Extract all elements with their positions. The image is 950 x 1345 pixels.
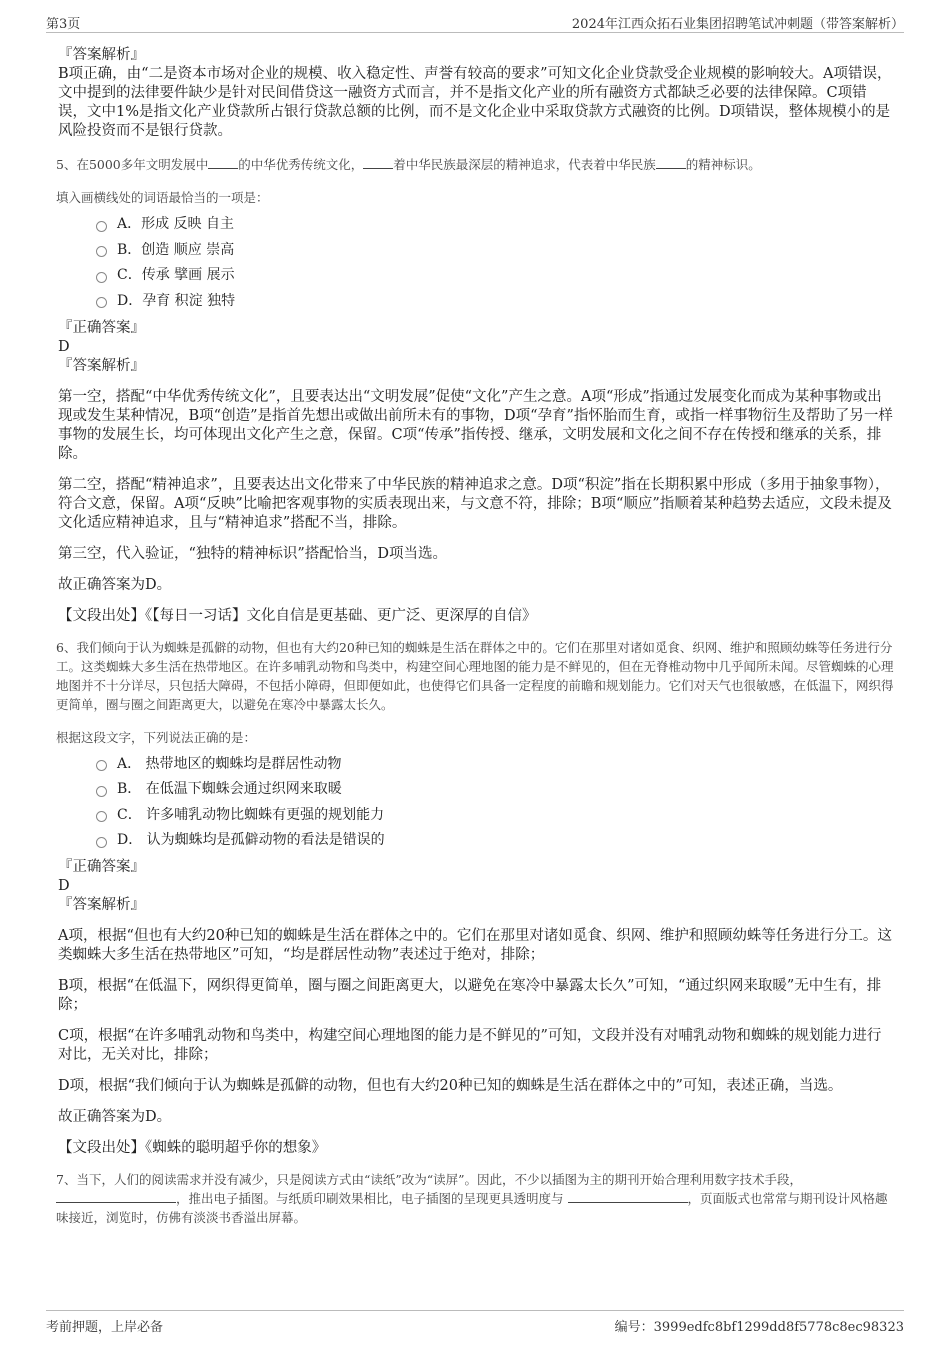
radio-icon[interactable] <box>96 837 107 848</box>
document-code: 编号：3999edfc8bf1299dd8f5778c8ec98323 <box>614 1320 904 1335</box>
radio-icon[interactable] <box>96 246 107 257</box>
blank-line <box>363 156 393 169</box>
q6-prompt: 根据这段文字，下列说法正确的是： <box>56 729 257 745</box>
q6-option-c[interactable]: C． 许多哺乳动物比蜘蛛有更强的规划能力 <box>96 806 894 825</box>
q5-answer: D <box>58 338 70 355</box>
analysis-label: 『答案解析』 <box>58 357 145 374</box>
radio-icon[interactable] <box>96 297 107 308</box>
document-body <box>56 46 894 1227</box>
page-header <box>46 10 904 33</box>
q6-option-a[interactable]: A． 热带地区的蜘蛛均是群居性动物 <box>96 755 894 774</box>
radio-icon[interactable] <box>96 786 107 797</box>
radio-icon[interactable] <box>96 811 107 822</box>
q6-option-d[interactable]: D． 认为蜘蛛均是孤僻动物的看法是错误的 <box>96 831 894 850</box>
analysis-paragraph: D项，根据“我们倾向于认为蜘蛛是孤僻的动物，但也有大约20种已知的蜘蛛是生活在群体之中的”可知，表述正确，当选。 <box>58 1078 843 1094</box>
q6-analysis <box>58 927 894 1158</box>
q5-options <box>96 215 894 311</box>
correct-answer-label: 『正确答案』 <box>58 319 145 336</box>
blank-line <box>208 156 238 169</box>
source-citation: 【文段出处】《蜘蛛的聪明超乎你的想象》 <box>58 1140 327 1156</box>
analysis-paragraph: 故正确答案为D。 <box>58 1109 172 1125</box>
radio-icon[interactable] <box>96 760 107 771</box>
q5-option-a[interactable]: A．形成 反映 自主 <box>96 215 894 234</box>
document-title: 2024年江西众拓石业集团招聘笔试冲刺题（带答案解析） <box>571 17 904 32</box>
page-footer <box>46 1310 904 1335</box>
analysis-paragraph: B项正确，由“二是资本市场对企业的规模、收入稳定性、声誉有较高的要求”可知文化企业贷款受企业规模的影响较大。A项错误，文中提到的法律要件缺少是针对民间借贷这一融资方式而言，并不是指文化产业的所有融资方式都缺乏必要的法律保障。C项错误，文中1%是指文化产业贷款所占银行贷款总额的比例，而不是文化企业中采取贷款方式融资的比例。D项错误，整体规模小的是风险投资而不是银行贷款。 <box>58 66 892 139</box>
q7-stem: 7、当下，人们的阅读需求并没有减少，只是阅读方式由“读纸”改为“读屏”。因此，不少以插图为主的期刊开始合理利用数字技术手段，，推出电子插图。与纸质印刷效果相比，电子插图的呈现更具透明度与 ，页面版式也常常与期刊设计风格趣味接近，浏览时，仿佛有淡淡书香溢出屏幕。 <box>56 1172 888 1225</box>
analysis-label: 『答案解析』 <box>58 47 145 63</box>
blank-line <box>568 1190 688 1203</box>
analysis-paragraph: 第三空，代入验证，“独特的精神标识”搭配恰当，D项当选。 <box>58 545 447 562</box>
q5-prompt: 填入画横线处的词语最恰当的一项是： <box>56 190 269 205</box>
analysis-paragraph: 故正确答案为D。 <box>58 576 172 593</box>
radio-icon[interactable] <box>96 272 107 283</box>
q5-option-d[interactable]: D．孕育 积淀 独特 <box>96 292 894 311</box>
q4-analysis <box>58 65 894 141</box>
blank-line <box>56 1190 176 1203</box>
q5-stem: 5、在5000多年文明发展中 的中华优秀传统文化， 着中华民族最深层的精神追求，代表着中华民族 的精神标识。 <box>56 157 761 172</box>
q6-option-b[interactable]: B． 在低温下蜘蛛会通过织网来取暖 <box>96 780 894 799</box>
footer-slogan: 考前押题，上岸必备 <box>46 1320 164 1335</box>
analysis-paragraph: C项，根据“在许多哺乳动物和鸟类中，构建空间心理地图的能力是不鲜见的”可知，文段并没有对哺乳动物和蜘蛛的规划能力进行对比，无关对比，排除； <box>58 1028 882 1063</box>
blank-line <box>656 156 686 169</box>
radio-icon[interactable] <box>96 221 107 232</box>
analysis-paragraph: B项，根据“在低温下，网织得更简单，圈与圈之间距离更大，以避免在寒冷中暴露太长久”可知，“通过织网来取暖”无中生有，排除； <box>58 978 882 1013</box>
q6-stem: 6、我们倾向于认为蜘蛛是孤僻的动物，但也有大约20种已知的蜘蛛是生活在群体之中的。它们在那里对诸如觅食、织网、维护和照顾幼蛛等任务进行分工。这类蜘蛛大多生活在热带地区。在许多哺乳动物和鸟类中，构建空间心理地图的能力是不鲜见的，但在无脊椎动物中几乎闻所未闻。尽管蜘蛛的心理地图并不十分详尽，只包括大障碍，不包括小障碍，但即便如此，也使得它们具备一定程度的前瞻和规划能力。它们对天气也很敏感，在低温下，网织得更简单，圈与圈之间距离更大，以避免在寒冷中暴露太长久。 <box>56 639 894 712</box>
q6-options <box>96 755 894 851</box>
source-citation: 【文段出处】《【每日一习话】文化自信是更基础、更广泛、更深厚的自信》 <box>58 607 537 624</box>
analysis-paragraph: 第一空，搭配“中华优秀传统文化”，且要表达出“文明发展”促使“文化”产生之意。A项“形成”指通过发展变化而成为某种事物或出现或发生某种情况，B项“创造”是指首先想出或做出前所未有的事物，D项“孕育”指怀胎而生育，或指一样事物衍生及帮助了另一样事物的发展生长，均可体现出文化产生之意，保留。C项“传承”指传授、继承，文明发展和文化之间不存在传授和继承的关系，排除。 <box>58 388 893 462</box>
analysis-paragraph: 第二空，搭配“精神追求”，且要表达出文化带来了中华民族的精神追求之意。D项“积淀”指在长期积累中形成（多用于抽象事物），符合文意，保留。A项“反映”比喻把客观事物的实质表现出来，与文意不符，排除；B项“顺应”指顺着某种趋势去适应，文段未提及文化适应精神追求，且与“精神追求”搭配不当，排除。 <box>58 476 892 531</box>
analysis-label: 『答案解析』 <box>58 897 145 913</box>
q5-option-c[interactable]: C．传承 擘画 展示 <box>96 266 894 285</box>
correct-answer-label: 『正确答案』 <box>58 859 145 875</box>
analysis-paragraph: A项，根据“但也有大约20种已知的蜘蛛是生活在群体之中的。它们在那里对诸如觅食、织网、维护和照顾幼蛛等任务进行分工。这类蜘蛛大多生活在热带地区”可知，“均是群居性动物”表述过于绝对，排除； <box>58 928 892 963</box>
q6-answer: D <box>58 878 70 894</box>
q5-analysis <box>58 388 894 626</box>
q5-option-b[interactable]: B．创造 顺应 崇高 <box>96 241 894 260</box>
page-number: 第3页 <box>46 17 81 32</box>
